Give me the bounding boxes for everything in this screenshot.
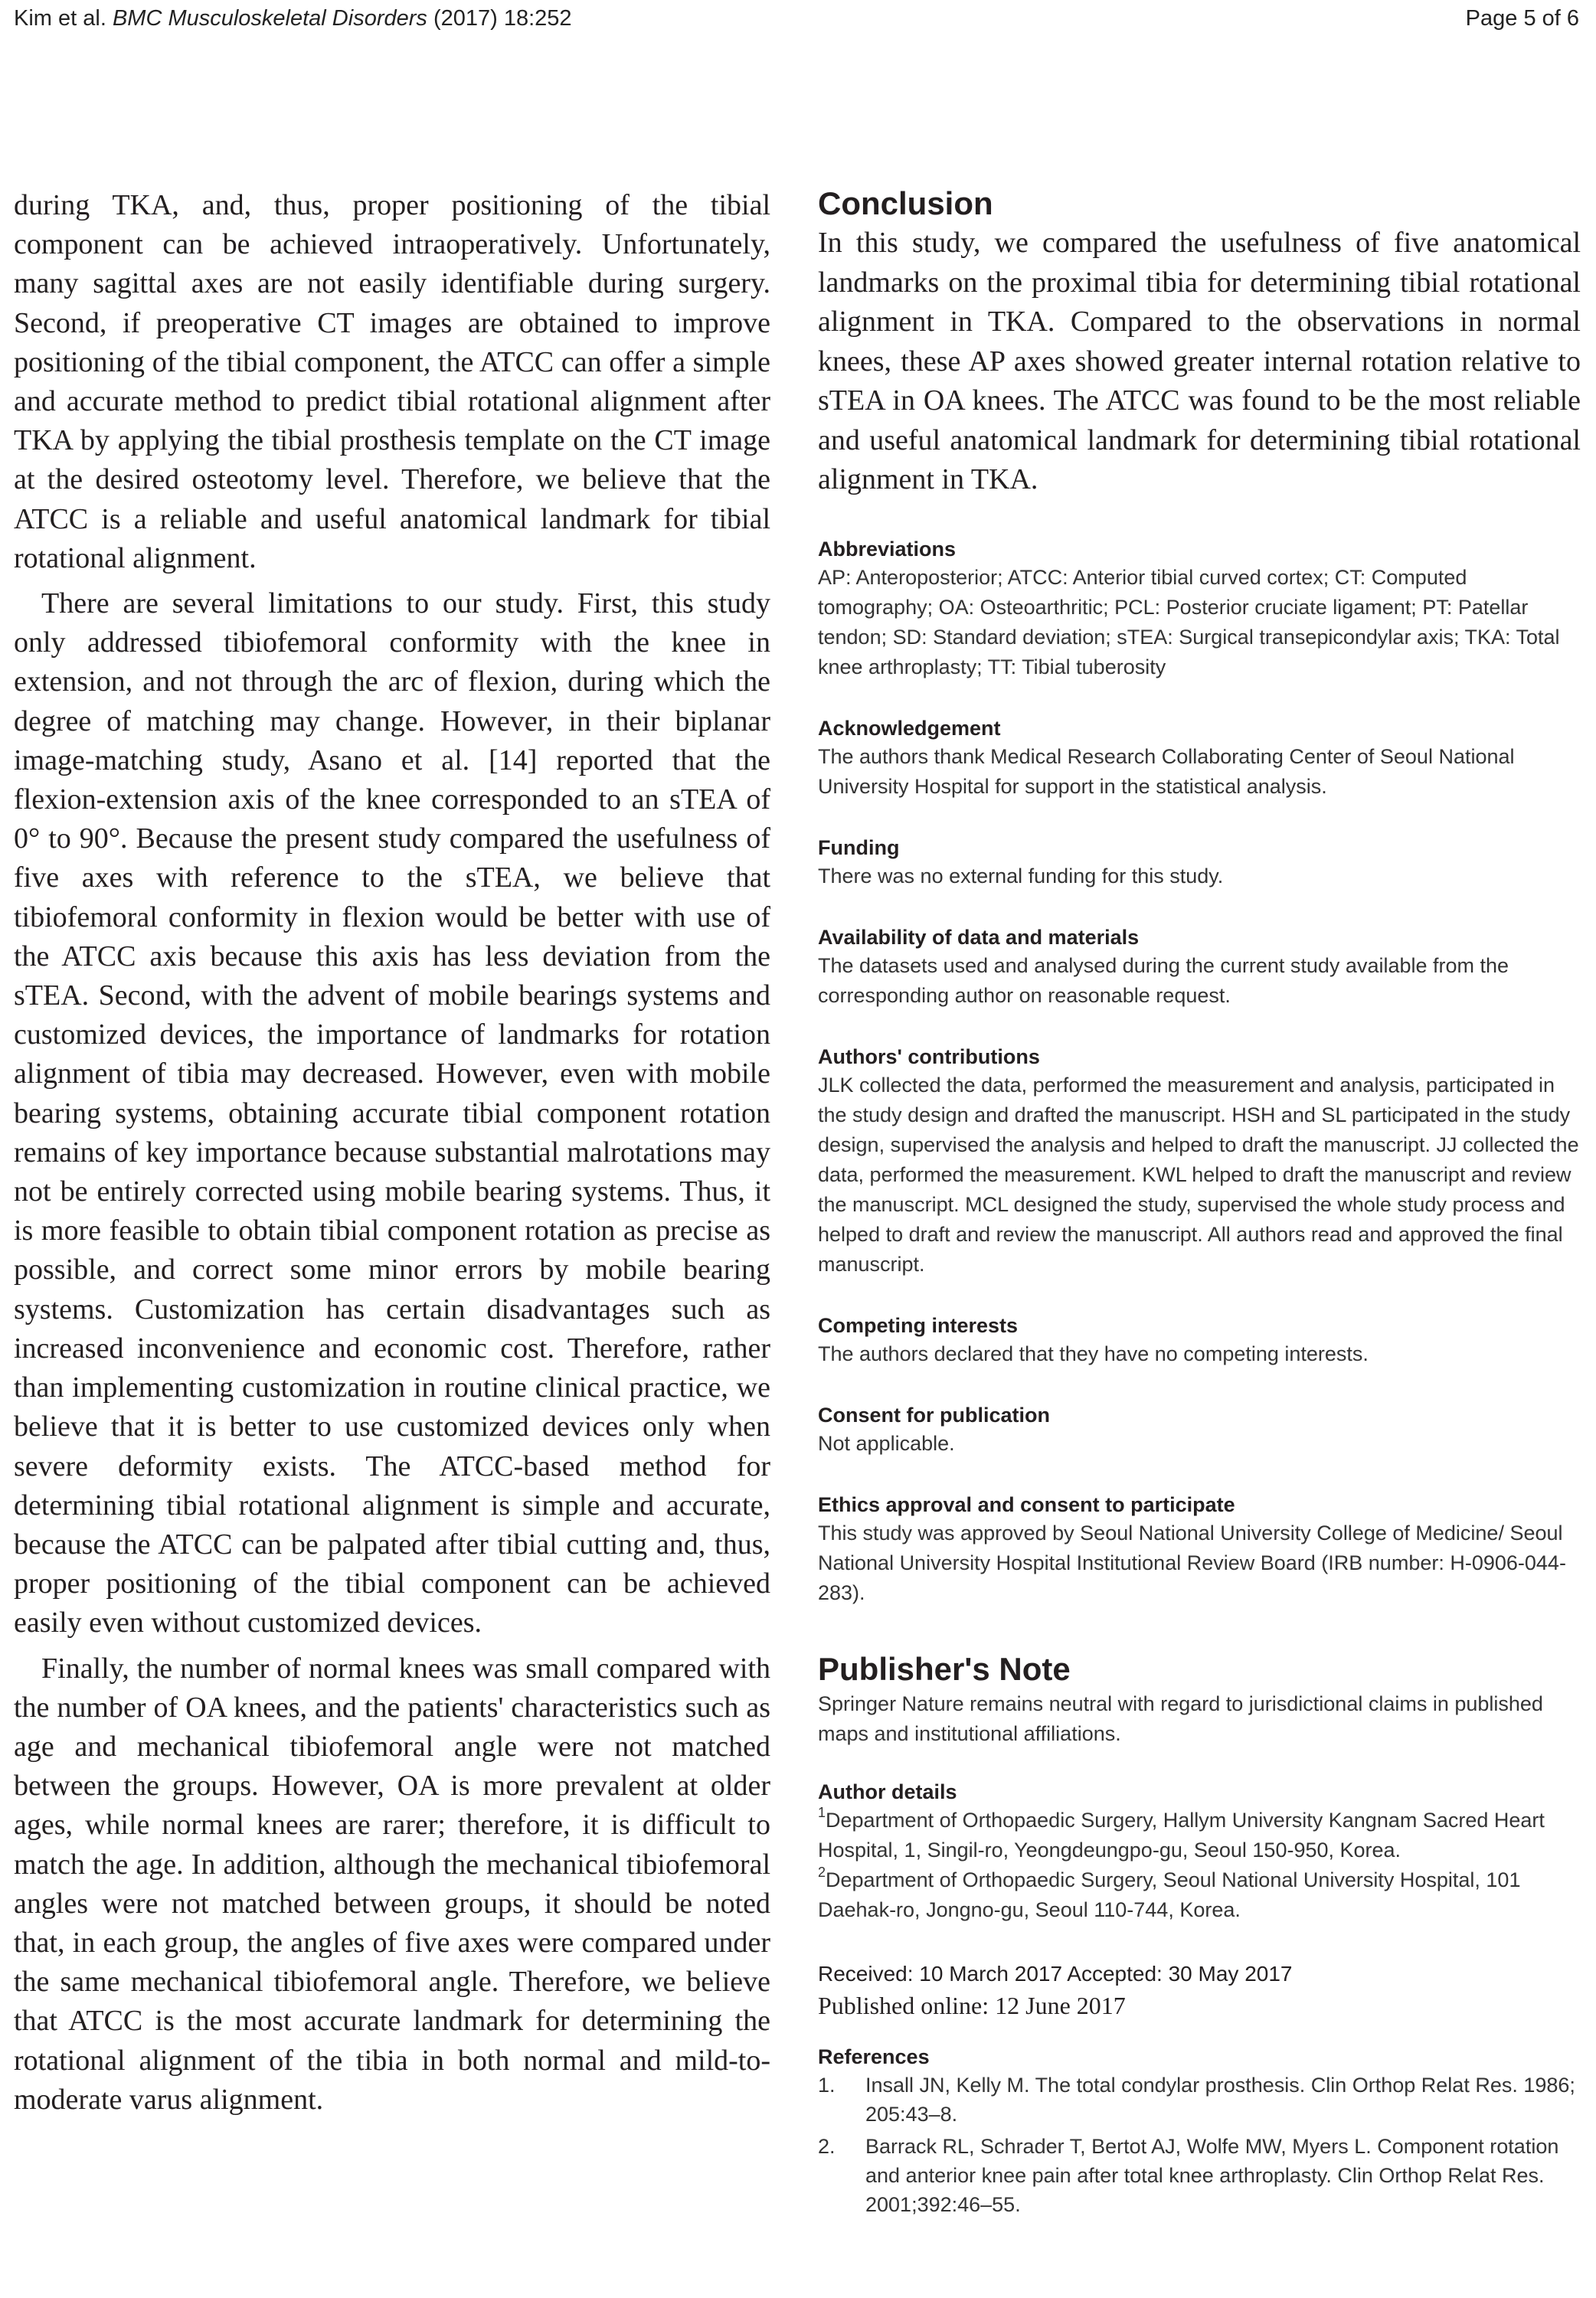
running-head-authors: Kim et al. (14, 6, 106, 31)
running-head-citation: (2017) 18:252 (433, 6, 572, 31)
reference-list (818, 2071, 1581, 2219)
section-heading: Acknowledgement (818, 716, 1001, 740)
body-paragraph: during TKA, and, thus, proper positioning of the tibial component can be achieved intraoperatively. Unfortunately, many sagittal axes are not easily identifiable during surgery. Second, if preoperative CT images are obtained to improve positioning of the tibial component, the ATCC can offer a simple and accurate method to predict tibial rotational alignment after TKA by applying the tibial prosthesis template on the CT image at the desired osteotomy level. Therefore, we believe that the ATCC is a reliable and useful anatomical landmark for tibial rotational alignment. (14, 189, 770, 574)
section-heading: Consent for publication (818, 1403, 1050, 1427)
section-heading: Abbreviations (818, 537, 957, 561)
section-text: There was no external funding for this study. (818, 864, 1224, 887)
running-head (14, 6, 572, 31)
publishers-note-text: Springer Nature remains neutral with regard to jurisdictional claims in published maps and institutional affiliations. (818, 1692, 1543, 1745)
conclusion-text: In this study, we compared the usefulness of five anatomical landmarks on the proximal tibia for determining tibial rotational alignment in TKA. Compared to the observations in normal knees, these AP axes showed greater internal rotation relative to sTEA in OA knees. The ATCC was found to be the most reliable and useful anatomical landmark for determining tibial rotational alignment in TKA. (818, 227, 1581, 495)
author-details-section (818, 1778, 1581, 1925)
page-number: Page 5 of 6 (1465, 6, 1579, 31)
publishers-note-heading: Publisher's Note (818, 1650, 1071, 1687)
section-heading: Ethics approval and consent to participate (818, 1492, 1235, 1516)
running-head-journal: BMC Musculoskeletal Disorders (112, 6, 427, 31)
affiliation-number: 2 (818, 1864, 826, 1880)
publishers-note-section (818, 1649, 1581, 1749)
conclusion-heading: Conclusion (818, 185, 993, 221)
section-text: JLK collected the data, performed the measurement and analysis, participated in the study design and drafted the manuscript. HSH and SL participated in the study design, supervised the analysis and helped to draft the manuscript. JJ collected the data, performed the measurement. KWL helped to draft the manuscript and review the manuscript. MCL designed the study, supervised the whole study process and helped to draft and review the manuscript. All authors read and approved the final manuscript. (818, 1073, 1579, 1276)
affiliation-text: Department of Orthopaedic Surgery, Seoul National University Hospital, 101 Daehak-ro, Jongno-gu, Seoul 110-744, Korea. (818, 1868, 1521, 1921)
reference-text: Insall JN, Kelly M. The total condylar prosthesis. Clin Orthop Relat Res. 1986; 205:43–8. (865, 2073, 1575, 2126)
section-heading: Competing interests (818, 1313, 1019, 1337)
section-text: This study was approved by Seoul National University College of Medicine/ Seoul National University Hospital Institutional Review Board (IRB number: H-0906-044-283). (818, 1521, 1566, 1604)
section-heading: Availability of data and materials (818, 925, 1140, 949)
competing-interests-section (818, 1312, 1581, 1369)
acknowledgement-section (818, 714, 1581, 802)
reference-number: 2. (818, 2134, 836, 2158)
affiliation (818, 1865, 1581, 1925)
abbreviations-section (818, 535, 1581, 682)
reference-item (818, 2132, 1581, 2219)
contributions-section (818, 1043, 1581, 1280)
reference-text: Barrack RL, Schrader T, Bertot AJ, Wolfe MW, Myers L. Component rotation and anterior knee pain after total knee arthroplasty. Clin Orthop Relat Res. 2001;392:46–55. (865, 2134, 1559, 2216)
section-text: AP: Anteroposterior; ATCC: Anterior tibial curved cortex; CT: Computed tomography; OA: Osteoarthritic; PCL: Posterior cruciate ligament; PT: Patellar tendon; SD: Standard deviation; sTEA: Surgical transepicondylar axis; TKA: Total knee arthroplasty; TT: Tibial tuberosity (818, 565, 1560, 678)
body-paragraph: Finally, the number of normal knees was small compared with the number of OA knees, and the patients' characteristics such as age and mechanical tibiofemoral angle were not matched between the groups. However, OA is more prevalent at older ages, while normal knees are rarer; therefore, it is difficult to match the age. In addition, although the mechanical tibiofemoral angles were not matched between groups, it should be noted that, in each group, the angles of five axes were compared under the same mechanical tibiofemoral angle. Therefore, we believe that ATCC is the most accurate landmark for determining the rotational alignment of the tibia in both normal and mild-to-moderate varus alignment. (14, 1652, 770, 2116)
ethics-section (818, 1491, 1581, 1608)
conclusion-section (818, 184, 1581, 500)
section-heading: Author details (818, 1780, 957, 1803)
affiliation-number: 1 (818, 1804, 826, 1820)
consent-section (818, 1401, 1581, 1459)
funding-section (818, 834, 1581, 891)
section-text: Not applicable. (818, 1431, 955, 1455)
reference-item (818, 2071, 1581, 2129)
section-text: The authors thank Medical Research Collaborating Center of Seoul National University Hospital for support in the statistical analysis. (818, 744, 1515, 798)
section-heading: Authors' contributions (818, 1044, 1040, 1068)
data-availability-section (818, 923, 1581, 1011)
references-section (818, 2043, 1581, 2219)
dates-block (818, 1959, 1581, 2022)
section-text: The datasets used and analysed during the current study available from the corresponding author on reasonable request. (818, 953, 1509, 1007)
body-paragraph: There are several limitations to our study. First, this study only addressed tibiofemoral conformity with the knee in extension, and not through the arc of flexion, during which the degree of matching may change. However, in their biplanar image-matching study, Asano et al. [14] reported that the flexion-extension axis of the knee corresponded to an sTEA of 0° to 90°. Because the present study compared the usefulness of five axes with reference to the sTEA, we believe that tibiofemoral conformity in flexion would be better with use of the ATCC axis because this axis has less deviation from the sTEA. Second, with the advent of mobile bearings systems and customized devices, the importance of landmarks for rotation alignment of tibia may decreased. However, even with mobile bearing systems, obtaining accurate tibial component rotation remains of key importance because substantial malrotations may not be entirely corrected using mobile bearing systems. Thus, it is more feasible to obtain tibial component rotation as precise as possible, and correct some minor errors by mobile bearing systems. Customization has certain disadvantages such as increased inconvenience and economic cost. Therefore, rather than implementing customization in routine clinical practice, we believe that it is better to use customized devices only when severe deformity exists. The ATCC-based method for determining tibial rotational alignment is simple and accurate, because the ATCC can be palpated after tibial cutting and, thus, proper positioning of the tibial component can be achieved easily even without customized devices. (14, 587, 770, 1639)
received-accepted-dates: Received: 10 March 2017 Accepted: 30 May 2017 (818, 1961, 1293, 1986)
reference-number: 1. (818, 2073, 836, 2097)
section-heading: Funding (818, 835, 900, 859)
page-header (14, 6, 1579, 37)
section-heading: References (818, 2045, 930, 2068)
left-column (14, 186, 770, 2120)
right-column (818, 184, 1581, 2219)
affiliation-text: Department of Orthopaedic Surgery, Hallym University Kangnam Sacred Heart Hospital, 1, Singil-ro, Yeongdeungpo-gu, Seoul 150-950, Korea. (818, 1808, 1545, 1862)
published-date: Published online: 12 June 2017 (818, 1991, 1126, 2019)
affiliation (818, 1806, 1581, 1865)
section-text: The authors declared that they have no competing interests. (818, 1342, 1369, 1365)
